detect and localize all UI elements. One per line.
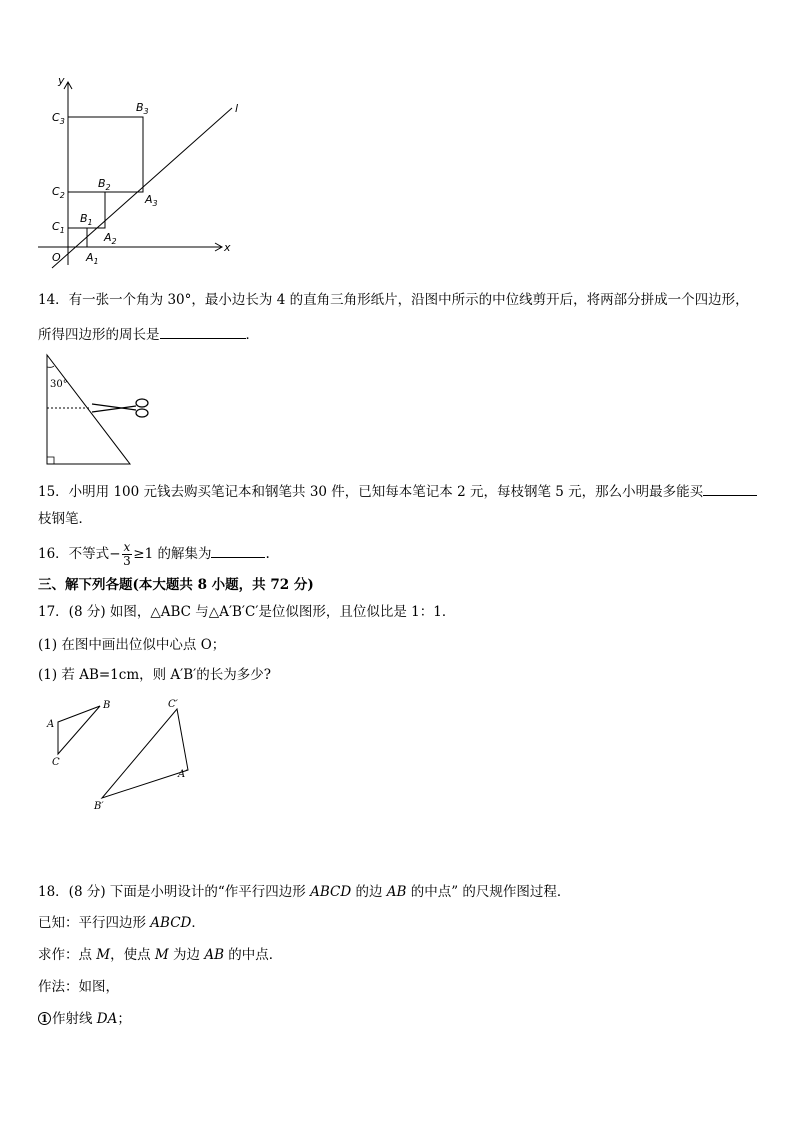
label-B3: $B_3$ [136,101,149,116]
q18-seek: 求作：点 M，使点 M 为边 AB 的中点． [38,947,283,963]
figure-q14-triangle [40,350,170,468]
q16-line: 16．不等式− $\frac{x}{3}$ ≥1 的解集为 . [38,540,270,568]
label-A: A [47,719,55,730]
figure-q17-triangles [40,692,200,817]
angle-30-label: 30° [50,379,68,390]
q18-step1: 1 作射线 DA； [38,1010,131,1028]
q18-line1: 18．(8 分) 下面是小明设计的“作平行四边形 ABCD 的边 AB 的中点” 的尺规作图过程． [38,884,571,900]
q18-method: 作法：如图， [38,979,119,995]
label-A2: $A_2$ [104,231,117,246]
label-A1: $A_1$ [86,251,99,266]
q17-sub2: (1) 若 AB=1cm，则 A′B′的长为多少? [38,667,271,683]
q17-line1: 17．(8 分) 如图，△ABC 与△A′B′C′是位似图形，且位似比是 1：1． [38,604,456,620]
q14-line1: 14．有一张一个角为 30°，最小边长为 4 的直角三角形纸片，沿图中所示的中位线剪开后，将两部分拼成一个四边形， [38,292,749,308]
label-C2: $C_2$ [52,185,65,200]
label-C3: $C_3$ [52,111,65,126]
label-A3: $A_3$ [145,193,158,208]
label-C: C [52,757,60,768]
q17-sub1: (1) 在图中画出位似中心点 O； [38,637,226,653]
label-C1: $C_1$ [52,220,65,235]
circled-number-1: 1 [38,1012,51,1025]
label-x: x [224,241,231,254]
fraction-x-over-3: $\frac{x}{3}$ [123,540,131,568]
label-B: B [103,700,111,711]
label-C-prime: C′ [168,699,178,710]
label-y: y [58,74,65,87]
label-B2: $B_2$ [98,177,111,192]
label-l: l [235,102,239,115]
figure-q13-squares [30,70,250,270]
label-B1: $B_1$ [80,212,93,227]
label-O: O [52,251,61,264]
q15-line2: 枝钢笔． [38,511,92,527]
scissors-icon [92,399,148,417]
q16-answer-blank [211,543,265,558]
q14-answer-blank [160,324,246,339]
label-B-prime: B′ [94,801,104,812]
q15-answer-blank [703,481,757,496]
q15-line1: 15．小明用 100 元钱去购买笔记本和钢笔共 30 件，已知每本笔记本 2 元，每枝钢笔 5 元，那么小明最多能买 [38,481,757,501]
q18-known: 已知：平行四边形 ABCD． [38,915,205,931]
label-A-prime: A′ [178,769,188,780]
q14-line2: 所得四边形的周长是 ． [38,324,259,344]
section3-heading: 三、解下列各题(本大题共 8 小题，共 72 分) [38,577,314,593]
